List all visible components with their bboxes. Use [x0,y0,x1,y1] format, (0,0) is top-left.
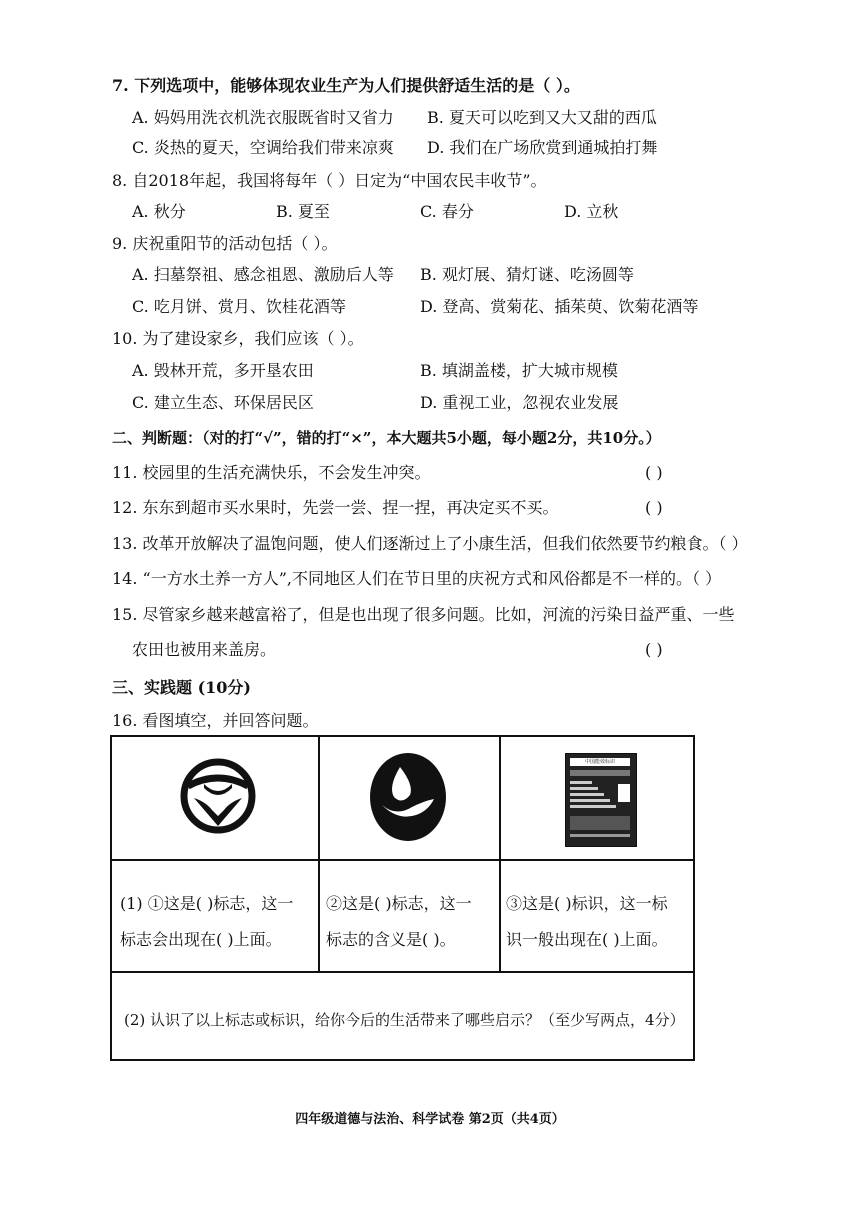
q7-option-b: B. 夏天可以吃到又大又甜的西瓜 [427,108,657,127]
cell2-line1: ②这是( )标志，这一 [326,894,472,913]
q8-stem: 8. 自2018年起，我国将每年（ ）日定为“中国农民丰收节”。 [112,171,547,190]
logo-2-image [368,749,448,845]
q15-answer-blank: ( ) [645,640,663,659]
energy-label-image [565,753,637,847]
q16-table [110,735,695,1061]
q9-option-d: D. 登高、赏菊花、插茱萸、饮菊花酒等 [420,297,699,316]
q16-stem: 16. 看图填空，并回答问题。 [112,711,319,730]
logo-1-image [180,750,256,842]
table-divider-2 [499,737,501,973]
table-row-divider-1 [112,859,693,861]
q11-answer-blank: ( ) [645,463,663,482]
energy-label-row [570,770,630,776]
cell2-line2: 标志的含义是( )。 [326,930,456,949]
q9-stem: 9. 庆祝重阳节的活动包括（ ）。 [112,234,338,253]
energy-label-title: 中国能效标识 [570,758,630,766]
q10-option-d: D. 重视工业，忽视农业发展 [420,393,619,412]
q8-option-b: B. 夏至 [276,202,330,221]
q13-text: 13. 改革开放解决了温饱问题，使人们逐渐过上了小康生活，但我们依然要节约粮食。（ ） [112,534,748,553]
q15-text-line2: 农田也被用来盖房。 [132,640,277,659]
cell1-line1: (1) ①这是( )标志，这一 [120,894,294,913]
q10-option-c: C. 建立生态、环保居民区 [132,393,314,412]
q7-option-a: A. 妈妈用洗衣机洗衣服既省时又省力 [132,108,394,127]
table-row-divider-2 [112,971,693,973]
q8-option-d: D. 立秋 [564,202,619,221]
q8-option-a: A. 秋分 [132,202,186,221]
q10-stem: 10. 为了建设家乡，我们应该（ ）。 [112,329,364,348]
cell3-line1: ③这是( )标识，这一标 [506,894,668,913]
table-divider-1 [318,737,320,973]
q9-option-c: C. 吃月饼、赏月、饮桂花酒等 [132,297,346,316]
q15-text-line1: 15. 尽管家乡越来越富裕了，但是也出现了很多问题。比如，河流的污染日益严重、一些 [112,605,735,624]
part2-question: (2) 认识了以上标志或标识，给你今后的生活带来了哪些启示？（至少写两点，4分） [124,1011,685,1029]
page-footer: 四年级道德与法治、科学试卷 第2页（共4页） [295,1112,565,1127]
q7-option-d: D. 我们在广场欣赏到通城拍打舞 [427,138,658,157]
q7-stem: 7. 下列选项中，能够体现农业生产为人们提供舒适生活的是（ ）。 [112,76,580,95]
q10-option-b: B. 填湖盖楼，扩大城市规模 [420,361,618,380]
q12-answer-blank: ( ) [645,498,663,517]
q9-option-a: A. 扫墓祭祖、感念祖恩、激励后人等 [132,265,394,284]
q11-text: 11. 校园里的生活充满快乐，不会发生冲突。 [112,463,431,482]
section3-title: 三、实践题 (10分) [112,678,251,697]
q14-text: 14. “一方水土养一方人”,不同地区人们在节日里的庆祝方式和风俗都是不一样的。（ ） [112,569,722,588]
q9-option-b: B. 观灯展、猜灯谜、吃汤圆等 [420,265,634,284]
q7-option-c: C. 炎热的夏天，空调给我们带来凉爽 [132,138,394,157]
section2-title: 二、判断题：（对的打“√”，错的打“×”，本大题共5小题，每小题2分，共10分。） [112,429,661,447]
q8-option-c: C. 春分 [420,202,474,221]
q12-text: 12. 东东到超市买水果时，先尝一尝、捏一捏，再决定买不买。 [112,498,559,517]
cell1-line2: 标志会出现在( )上面。 [120,930,282,949]
q10-option-a: A. 毁林开荒，多开垦农田 [132,361,314,380]
cell3-line2: 识一般出现在( )上面。 [506,930,668,949]
